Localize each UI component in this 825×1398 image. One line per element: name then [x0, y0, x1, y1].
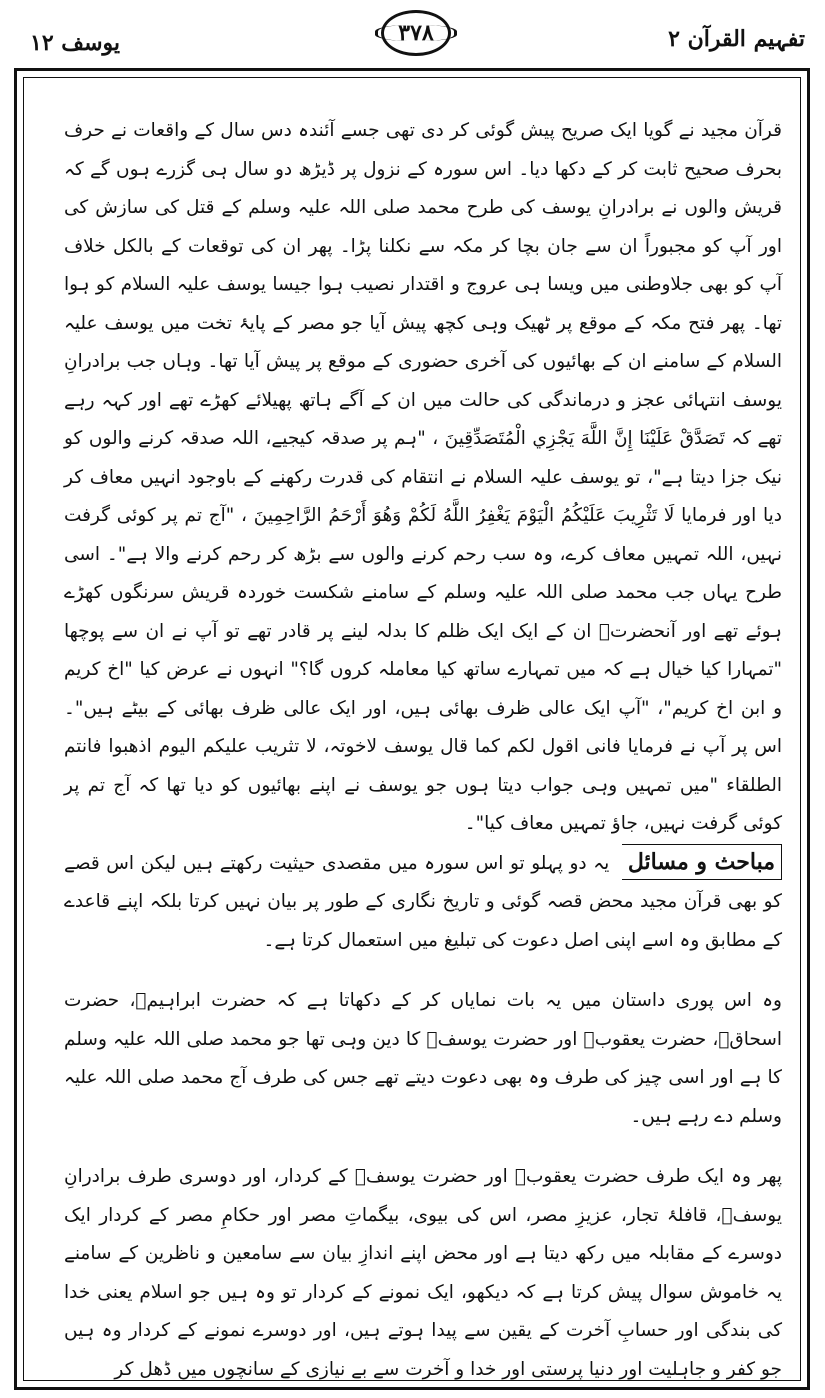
section-heading: مباحث و مسائل — [622, 844, 782, 880]
section-paragraph-3: پھر وہ ایک طرف حضرت یعقوبؑ اور حضرت یوسفؑ کے کردار، اور دوسری طرف برادرانِ یوسفؑ، قافلۂ تجار، عزیزِ مصر، اس کی بیوی، بیگماتِ مصر اور حکامِ مصر کے کردار ایک دوسرے کے مقابلہ میں رکھ دیتا ہے اور محض اپنے اندازِ بیان سے سامعین و ناظرین کے سامنے یہ خاموش سوال پیش کرتا ہے کہ دیکھو، ایک نمونے کے کردار تو وہ ہیں جو اسلام یعنی خدا کی بندگی اور حسابِ آخرت کے یقین سے پیدا ہوتے ہیں، اور دوسرے نمونے کے کردار وہ ہیں جو کفر و جاہلیت اور دنیا پرستی اور خدا و آخرت سے بے نیازی کے سانچوں میں ڈھل کر — [64, 1166, 782, 1380]
page-number-badge — [381, 10, 451, 56]
surah-name: یوسف ۱۲ — [30, 30, 120, 56]
book-title: تفہیم القرآن ۲ — [668, 26, 805, 52]
section-paragraph-1-text: یہ دو پہلو تو اس سورہ میں مقصدی حیثیت رکھتے ہیں لیکن اس قصے کو بھی قرآن مجید محض قصہ گوئی و تاریخ نگاری کے طور پر بیان نہیں کرتا بلکہ اپنے قاعدے کے مطابق وہ اسے اپنی اصل دعوت کی تبلیغ میں استعمال کرتا ہے۔ — [64, 852, 782, 951]
body-paragraph-1: قرآن مجید نے گویا ایک صریح پیش گوئی کر دی تھی جسے آئندہ دس سال کے واقعات نے حرف بحرف صحیح ثابت کر کے دکھا دیا۔ اس سورہ کے نزول پر ڈیڑھ دو سال ہی گزرے ہوں گے کہ قریش والوں نے برادرانِ یوسف کی طرح محمد صلی اللہ علیہ وسلم کے قتل کی سازش کی اور آپ کو مجبوراً ان سے جان بچا کر مکہ سے نکلنا پڑا۔ پھر ان کی توقعات کے بالکل خلاف آپ کو بھی جلاوطنی میں ویسا ہی عروج و اقتدار نصیب ہوا جیسا یوسف علیہ السلام کو ہوا تھا۔ پھر فتح مکہ کے موقع پر ٹھیک وہی کچھ پیش آیا جو مصر کے پایۂ تخت میں یوسف علیہ السلام کے سامنے ان کے بھائیوں کی آخری حضوری کے موقع پر پیش آیا تھا۔ وہاں جب برادرانِ یوسف انتہائی عجز و درماندگی کی حالت میں ان کے آگے ہاتھ پھیلائے کھڑے تھے اور کہہ رہے تھے کہ تَصَدَّقْ عَلَيْنَا إِنَّ اللَّهَ يَجْزِي الْمُتَصَدِّقِينَ ، "ہم پر صدقہ کیجیے، اللہ صدقہ کرنے والوں کو نیک جزا دیتا ہے"، تو یوسف علیہ السلام نے انتقام کی قدرت رکھنے کے باوجود انہیں معاف کر دیا اور فرمایا لَا تَثْرِيبَ عَلَيْكُمُ الْيَوْمَ يَغْفِرُ اللَّهُ لَكُمْ وَهُوَ أَرْحَمُ الرَّاحِمِينَ ، "آج تم پر کوئی گرفت نہیں، اللہ تمہیں معاف کرے، وہ سب رحم کرنے والوں سے بڑھ کر رحم کرنے والا ہے"۔ اسی طرح یہاں جب محمد صلی اللہ علیہ وسلم کے سامنے شکست خوردہ قریش سرنگوں کھڑے ہوئے تھے اور آنحضرتؐ ان کے ایک ایک ظلم کا بدلہ لینے پر قادر تھے تو آپ نے ان سے پوچھا "تمہارا کیا خیال ہے کہ میں تمہارے ساتھ کیا معاملہ کروں گا؟" انہوں نے عرض کیا "اخ کریم و ابن اخ کریم"، "آپ ایک عالی ظرف بھائی ہیں، اور ایک عالی ظرف بھائی کے بیٹے ہیں"۔ اس پر آپ نے فرمایا فانی اقول لکم کما قال یوسف لاخوتہ، لا تثریب علیکم الیوم اذھبوا فانتم الطلقاء "میں تمہیں وہی جواب دیتا ہوں جو یوسف نے اپنے بھائیوں کو دیا تھا کہ آج تم پر کوئی گرفت نہیں، جاؤ تمہیں معاف کیا"۔ — [64, 120, 782, 834]
section-paragraph-1 — [64, 844, 782, 961]
page-header — [0, 0, 825, 68]
page-body — [64, 112, 782, 1389]
section-paragraph-2: وہ اس پوری داستان میں یہ بات نمایاں کر کے دکھاتا ہے کہ حضرت ابراہیمؑ، حضرت اسحاقؑ، حضرت یعقوبؑ اور حضرت یوسفؑ کا دین وہی تھا جو محمد صلی اللہ علیہ وسلم کا ہے اور اسی چیز کی طرف وہ بھی دعوت دیتے تھے جس کی طرف آج محمد صلی اللہ علیہ وسلم دے رہے ہیں۔ — [64, 990, 782, 1127]
page-number: ۳۷۸ — [398, 20, 434, 46]
